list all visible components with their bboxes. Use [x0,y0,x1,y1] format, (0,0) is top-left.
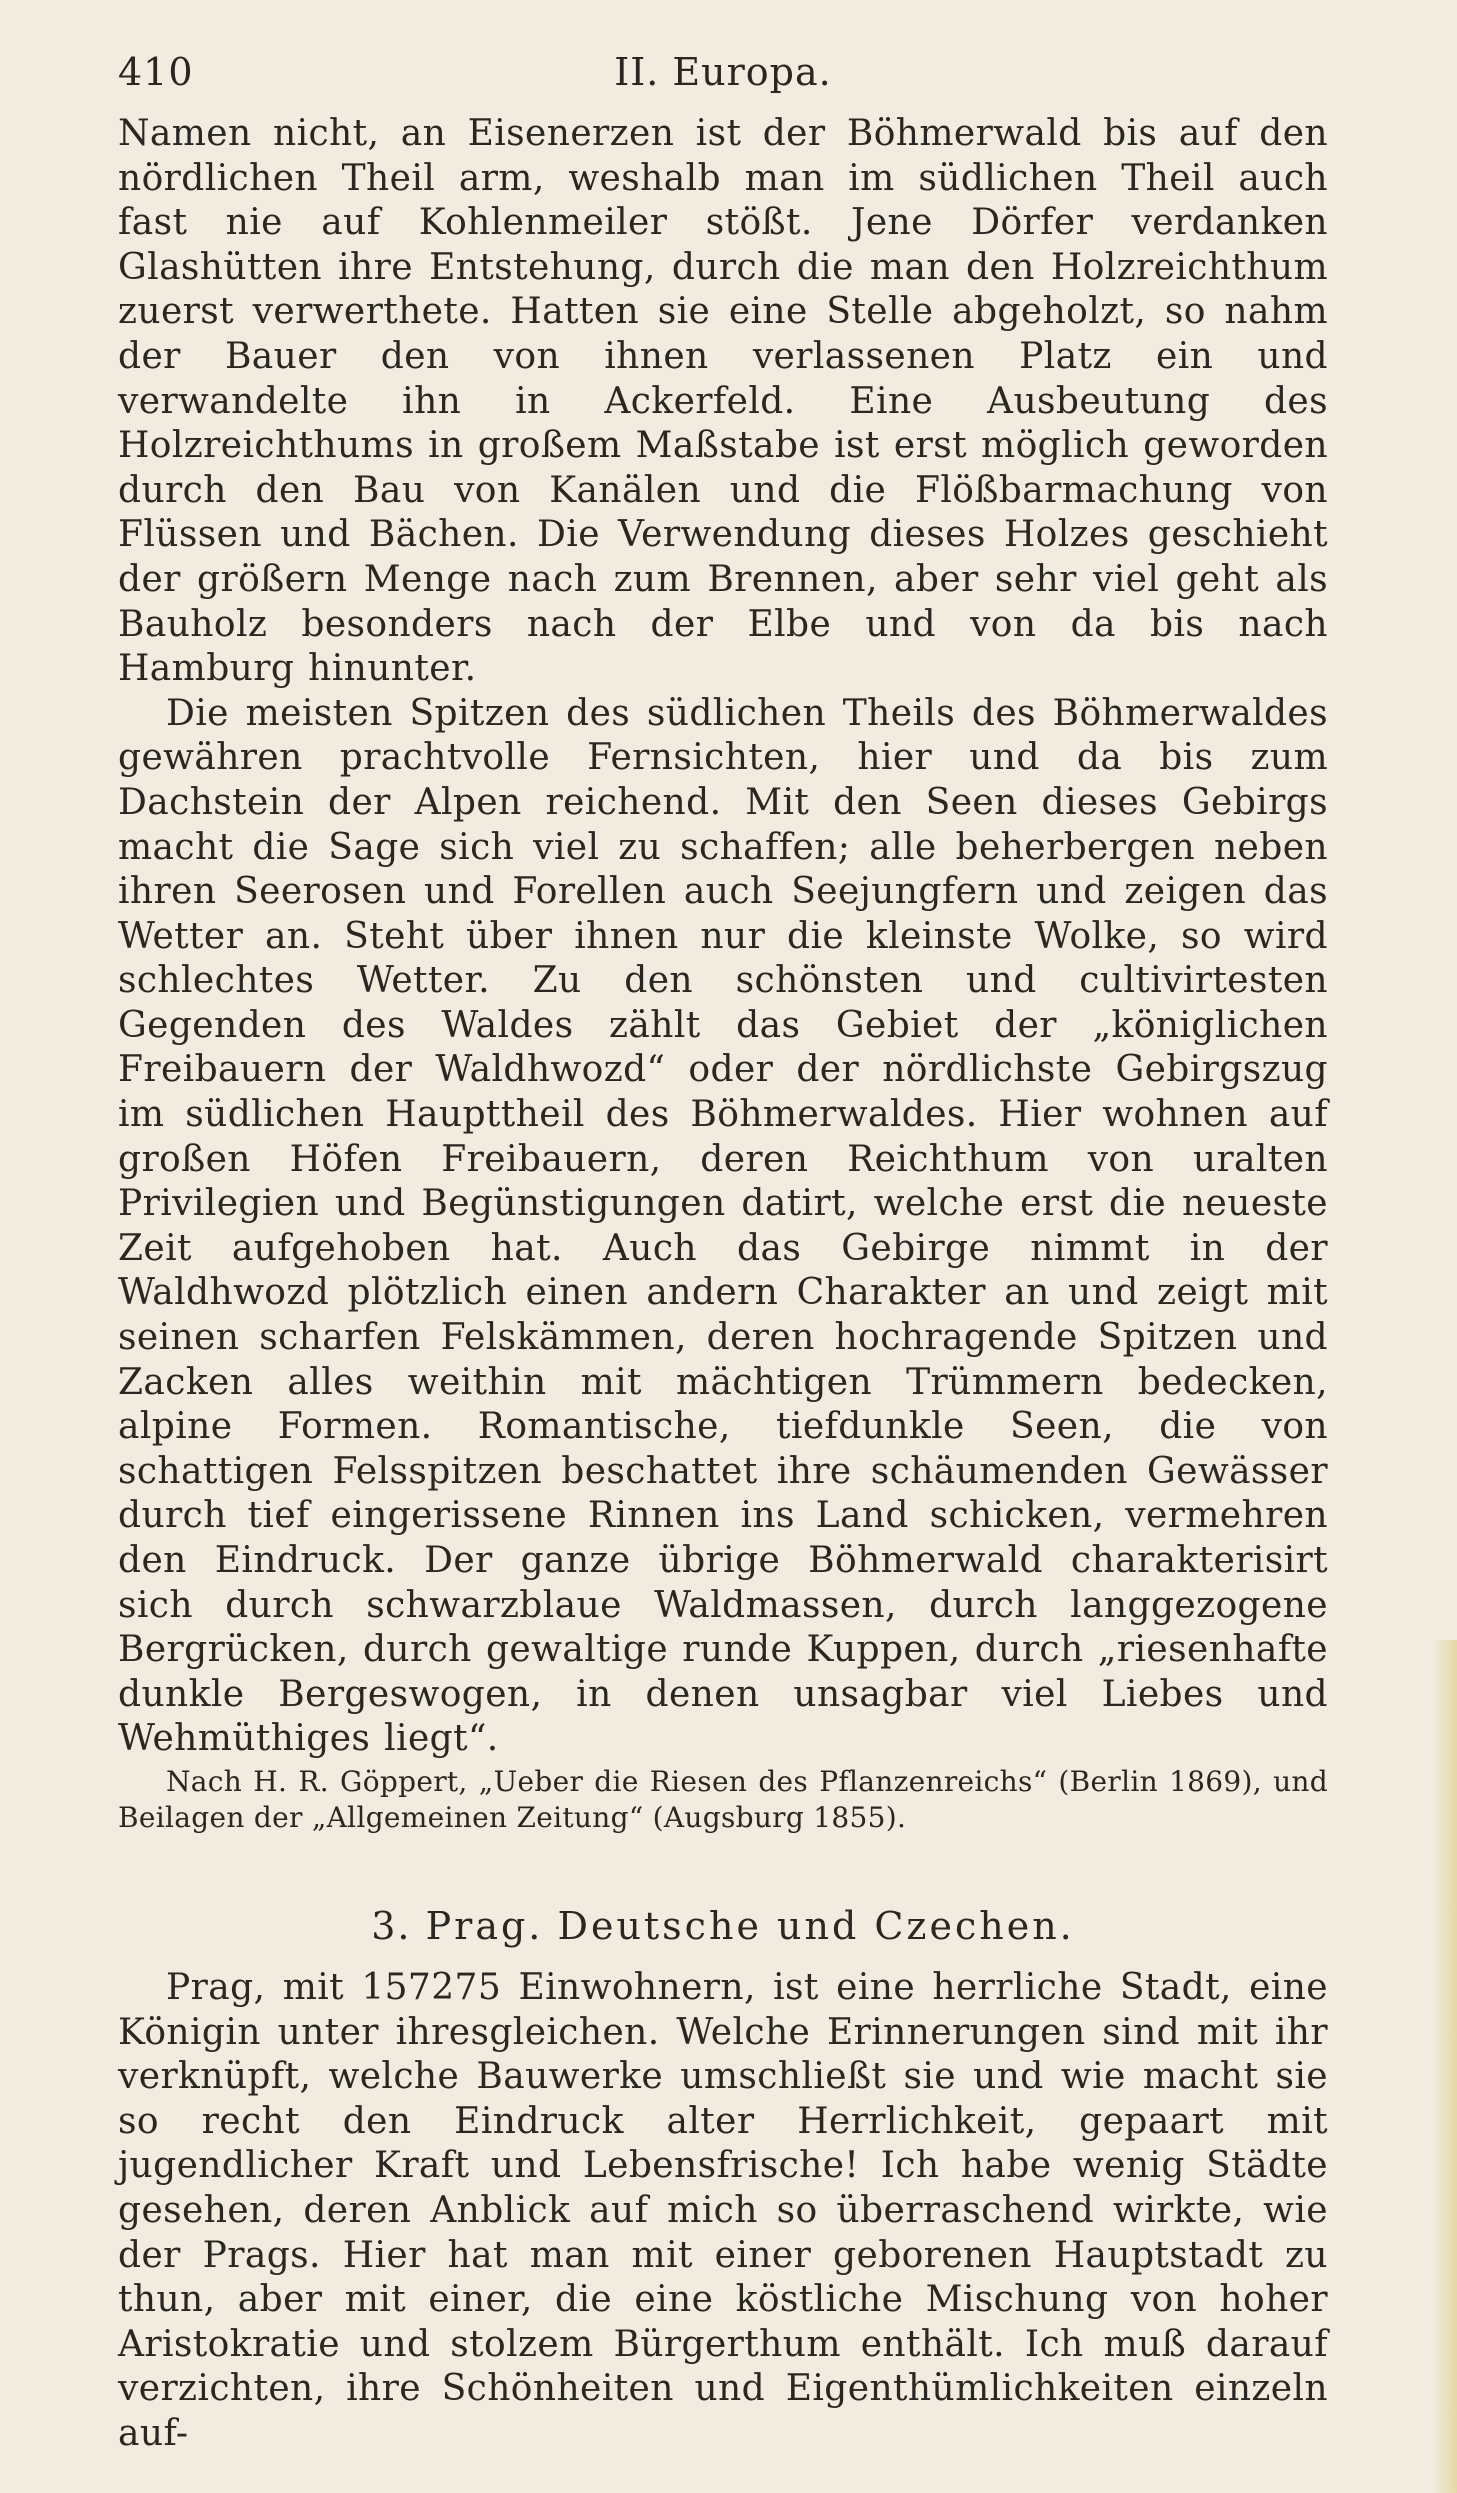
page-header [118,50,1328,110]
source-note: Nach H. R. Göppert, „Ueber die Riesen des Pflanzenreichs“ (Berlin 1869), und Beilagen der „Allgemeinen Zeitung“ (Augsburg 1855). [118,1764,1328,1834]
paragraph-prag: Prag, mit 157275 Einwohnern, ist eine herrliche Stadt, eine Königin unter ihresgleichen. Welche Erinnerungen sind mit ihr verknüpft, welche Bauwerke umschließt sie und wie macht sie so recht den Eindruck alter Herrlichkeit, gepaart mit jugendlicher Kraft und Lebensfrische! Ich habe wenig Städte gesehen, deren Anblick auf mich so überraschend wirkte, wie der Prags. Hier hat man mit einer geborenen Hauptstadt zu thun, aber mit einer, die eine köstliche Mischung von hoher Aristokratie und stolzem Bürgerthum enthält. Ich muß darauf verzichten, ihre Schönheiten und Eigenthümlichkeiten einzeln auf- [118,1966,1328,2454]
section-number: 3. [371,1903,412,1948]
running-head: II. Europa. [614,50,832,94]
body-text [118,112,1328,2457]
paragraph-holzreichthum: Namen nicht, an Eisenerzen ist der Böhmerwald bis auf den nördlichen Theil arm, weshalb man im südlichen Theil auch fast nie auf Kohlenmeiler stößt. Jene Dörfer verdanken Glashütten ihre Entstehung, durch die man den Holzreichthum zuerst verwerthete. Hatten sie eine Stelle abgeholzt, so nahm der Bauer den von ihnen verlassenen Platz ein und verwandelte ihn in Ackerfeld. Eine Ausbeutung des Holzreichthums in großem Maßstabe ist erst möglich geworden durch den Bau von Kanälen und die Flößbarmachung von Flüssen und Bächen. Die Verwendung dieses Holzes geschieht der größern Menge nach zum Brennen, aber sehr viel geht als Bauholz besonders nach der Elbe und von da bis nach Hamburg hinunter. [118,113,1328,690]
page-edge-stain [1433,1640,1457,2493]
section-place: Prag. [425,1903,544,1948]
section-heading [118,1904,1328,1948]
section-subject: Deutsche und Czechen. [557,1903,1075,1948]
page-number: 410 [118,50,194,94]
paragraph-suedlicher-theil: Die meisten Spitzen des südlichen Theils des Böhmerwaldes gewähren prachtvolle Fernsichten, hier und da bis zum Dachstein der Alpen reichend. Mit den Seen dieses Gebirgs macht die Sage sich viel zu schaffen; alle beherbergen neben ihren Seerosen und Forellen auch Seejungfern und zeigen das Wetter an. Steht über ihnen nur die kleinste Wolke, so wird schlechtes Wetter. Zu den schönsten und cultivirtesten Gegenden des Waldes zählt das Gebiet der „königlichen Freibauern der Waldhwozd“ oder der nördlichste Gebirgszug im südlichen Haupttheil des Böhmerwaldes. Hier wohnen auf großen Höfen Freibauern, deren Reichthum von uralten Privilegien und Begünstigungen datirt, welche erst die neueste Zeit aufgehoben hat. Auch das Gebirge nimmt in der Waldhwozd plötzlich einen andern Charakter an und zeigt mit seinen scharfen Felskämmen, deren hochragende Spitzen und Zacken alles weithin mit mächtigen Trümmern bedecken, alpine Formen. Romantische, tiefdunkle Seen, die von schattigen Felsspitzen beschattet ihre schäumenden Gewässer durch tief eingerissene Rinnen ins Land schicken, vermehren den Eindruck. Der ganze übrige Böhmerwald charakterisirt sich durch schwarzblaue Waldmassen, durch langgezogene Bergrücken, durch gewaltige runde Kuppen, durch „riesenhafte dunkle Bergeswogen, in denen unsagbar viel Liebes und Wehmüthiges liegt“. [118,692,1328,1760]
